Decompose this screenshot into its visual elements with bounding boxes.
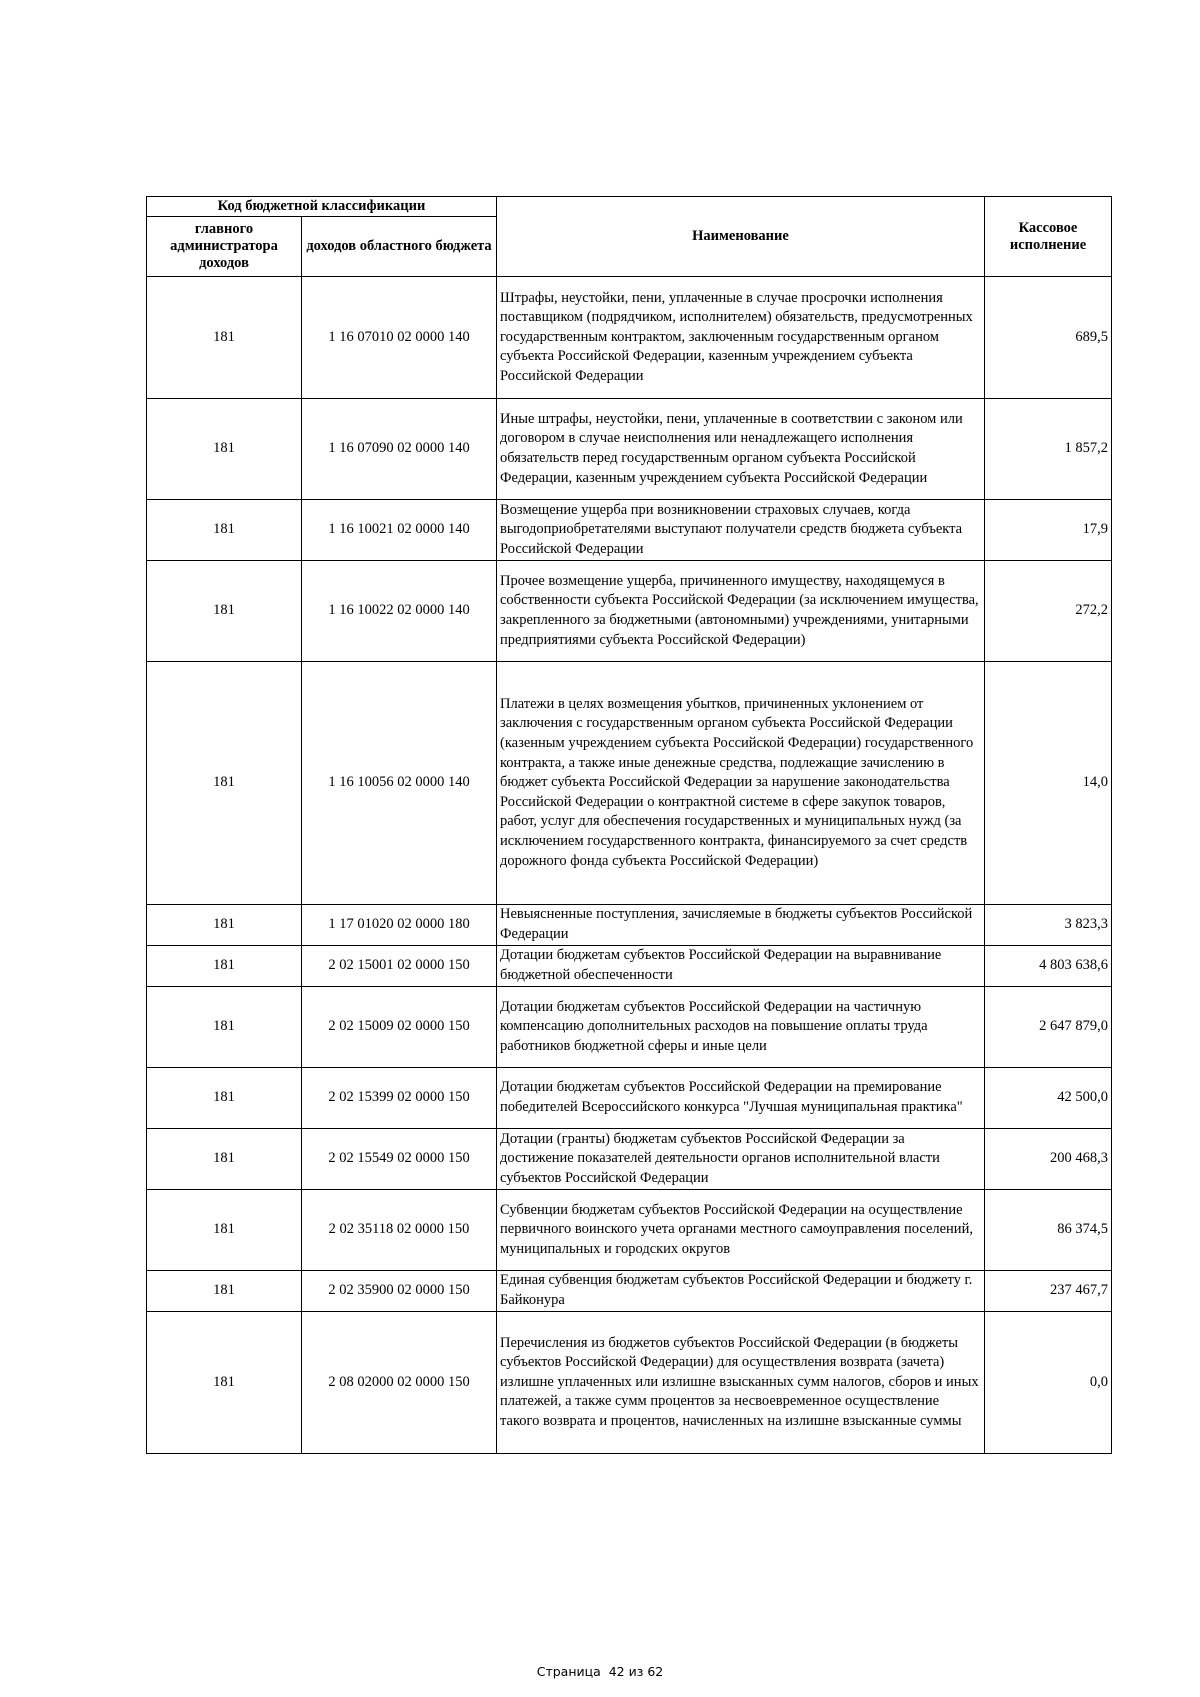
name-cell: Штрафы, неустойки, пени, уплаченные в случае просрочки исполнения поставщиком (подрядчиком, исполнителем) обязательств, предусмотренных государственным контрактом, заключенным государственным органом субъекта Российской Федерации, казенным учреждением субъекта Российской Федерации (497, 277, 985, 399)
amount-cell: 689,5 (985, 277, 1112, 399)
name-cell: Дотации бюджетам субъектов Российской Федерации на выравнивание бюджетной обеспеченности (497, 946, 985, 987)
budget-code-cell: 1 16 07090 02 0000 140 (302, 399, 497, 500)
budget-code-cell: 2 02 15001 02 0000 150 (302, 946, 497, 987)
header-regional-budget-income: доходов областного бюджета (302, 217, 497, 277)
budget-code-cell: 2 02 15549 02 0000 150 (302, 1129, 497, 1190)
table-row (147, 1312, 1112, 1454)
table-row (147, 987, 1112, 1068)
table-row (147, 946, 1112, 987)
name-cell: Возмещение ущерба при возникновении страховых случаев, когда выгодоприобретателями выступают получатели средств бюджета субъекта Российской Федерации (497, 500, 985, 561)
header-budget-classification-code: Код бюджетной классификации (147, 197, 497, 217)
admin-code-cell: 181 (147, 1190, 302, 1271)
name-cell: Дотации (гранты) бюджетам субъектов Российской Федерации за достижение показателей деятельности органов исполнительной власти субъектов Российской Федерации (497, 1129, 985, 1190)
admin-code-cell: 181 (147, 1068, 302, 1129)
admin-code-cell: 181 (147, 1129, 302, 1190)
admin-code-cell: 181 (147, 561, 302, 662)
name-cell: Единая субвенция бюджетам субъектов Российской Федерации и бюджету г. Байконура (497, 1271, 985, 1312)
amount-cell: 272,2 (985, 561, 1112, 662)
table-row (147, 1129, 1112, 1190)
table-row (147, 1068, 1112, 1129)
table-row (147, 561, 1112, 662)
name-cell: Перечисления из бюджетов субъектов Российской Федерации (в бюджеты субъектов Российской Федерации) для осуществления возврата (зачета) излишне уплаченных или излишне взысканных сумм налогов, сборов и иных платежей, а также сумм процентов за несвоевременное осуществление такого возврата и процентов, начисленных на излишне взысканные суммы (497, 1312, 985, 1454)
amount-cell: 200 468,3 (985, 1129, 1112, 1190)
table-row (147, 662, 1112, 905)
amount-cell: 17,9 (985, 500, 1112, 561)
budget-code-cell: 1 16 10021 02 0000 140 (302, 500, 497, 561)
table-row (147, 277, 1112, 399)
name-cell: Дотации бюджетам субъектов Российской Федерации на премирование победителей Всероссийского конкурса "Лучшая муниципальная практика" (497, 1068, 985, 1129)
budget-code-cell: 1 16 10056 02 0000 140 (302, 662, 497, 905)
amount-cell: 2 647 879,0 (985, 987, 1112, 1068)
amount-cell: 237 467,7 (985, 1271, 1112, 1312)
budget-code-cell: 1 17 01020 02 0000 180 (302, 905, 497, 946)
page-number-footer: Страница 42 из 62 (536, 1664, 664, 1679)
admin-code-cell: 181 (147, 987, 302, 1068)
budget-code-cell: 2 02 15399 02 0000 150 (302, 1068, 497, 1129)
admin-code-cell: 181 (147, 1312, 302, 1454)
table-row (147, 399, 1112, 500)
name-cell: Субвенции бюджетам субъектов Российской Федерации на осуществление первичного воинского учета органами местного самоуправления поселений, муниципальных и городских округов (497, 1190, 985, 1271)
header-cash-execution: Кассовое исполнение (985, 197, 1112, 277)
table-row (147, 1190, 1112, 1271)
admin-code-cell: 181 (147, 277, 302, 399)
table-row (147, 500, 1112, 561)
budget-code-cell: 1 16 10022 02 0000 140 (302, 561, 497, 662)
name-cell: Дотации бюджетам субъектов Российской Федерации на частичную компенсацию дополнительных расходов на повышение оплаты труда работников бюджетной сферы и иные цели (497, 987, 985, 1068)
admin-code-cell: 181 (147, 399, 302, 500)
amount-cell: 42 500,0 (985, 1068, 1112, 1129)
budget-code-cell: 2 02 35900 02 0000 150 (302, 1271, 497, 1312)
amount-cell: 1 857,2 (985, 399, 1112, 500)
name-cell: Платежи в целях возмещения убытков, причиненных уклонением от заключения с государственным органом субъекта Российской Федерации (казенным учреждением субъекта Российской Федерации) государственного контракта, а также иные денежные средства, подлежащие зачислению в бюджет субъекта Российской Федерации за нарушение законодательства Российской Федерации о контрактной системе в сфере закупок товаров, работ, услуг для обеспечения государственных и муниципальных нужд (за исключением государственного контракта, финансируемого за счет средств дорожного фонда субъекта Российской Федерации) (497, 662, 985, 905)
admin-code-cell: 181 (147, 662, 302, 905)
amount-cell: 3 823,3 (985, 905, 1112, 946)
budget-table (146, 196, 1112, 1454)
header-name: Наименование (497, 197, 985, 277)
amount-cell: 4 803 638,6 (985, 946, 1112, 987)
table-row (147, 905, 1112, 946)
admin-code-cell: 181 (147, 1271, 302, 1312)
table-header (147, 197, 1112, 277)
admin-code-cell: 181 (147, 946, 302, 987)
amount-cell: 14,0 (985, 662, 1112, 905)
amount-cell: 0,0 (985, 1312, 1112, 1454)
amount-cell: 86 374,5 (985, 1190, 1112, 1271)
header-main-administrator: главного администратора доходов (147, 217, 302, 277)
name-cell: Прочее возмещение ущерба, причиненного имуществу, находящемуся в собственности субъекта Российской Федерации (за исключением имущества, закрепленного за бюджетными (автономными) учреждениями, унитарными предприятиями субъекта Российской Федерации) (497, 561, 985, 662)
admin-code-cell: 181 (147, 500, 302, 561)
table-body (147, 277, 1112, 1454)
budget-code-cell: 1 16 07010 02 0000 140 (302, 277, 497, 399)
budget-code-cell: 2 08 02000 02 0000 150 (302, 1312, 497, 1454)
admin-code-cell: 181 (147, 905, 302, 946)
name-cell: Невыясненные поступления, зачисляемые в бюджеты субъектов Российской Федерации (497, 905, 985, 946)
budget-code-cell: 2 02 15009 02 0000 150 (302, 987, 497, 1068)
table-row (147, 1271, 1112, 1312)
name-cell: Иные штрафы, неустойки, пени, уплаченные в соответствии с законом или договором в случае неисполнения или ненадлежащего исполнения обязательств перед государственным органом субъекта Российской Федерации, казенным учреждением субъекта Российской Федерации (497, 399, 985, 500)
budget-code-cell: 2 02 35118 02 0000 150 (302, 1190, 497, 1271)
